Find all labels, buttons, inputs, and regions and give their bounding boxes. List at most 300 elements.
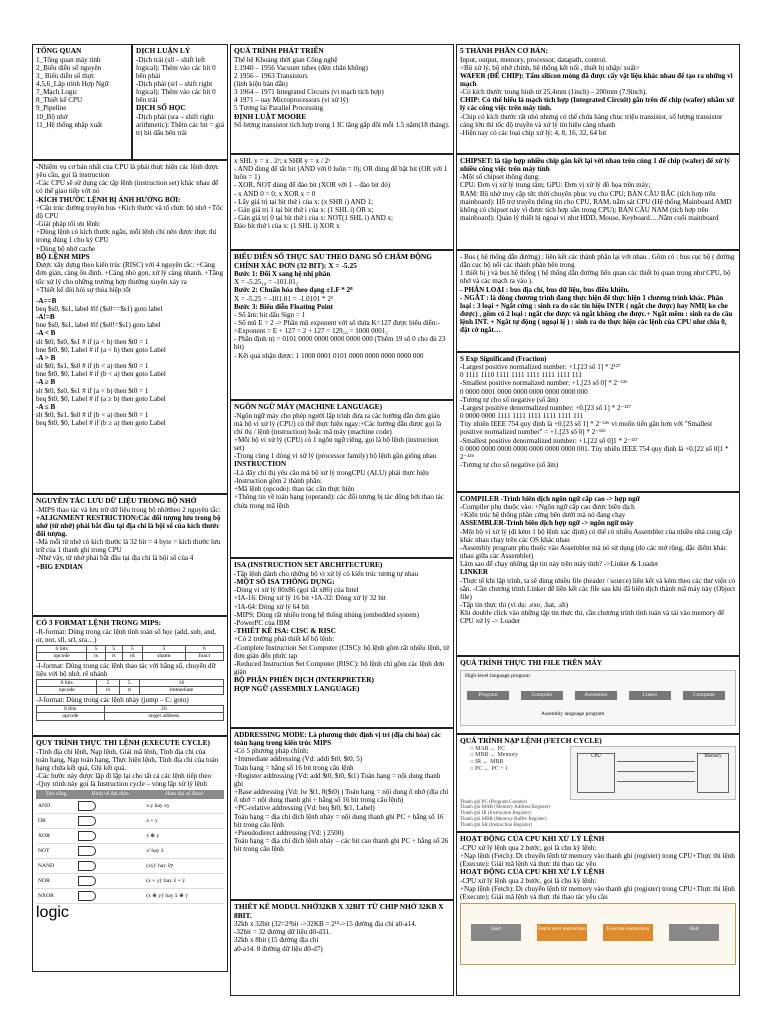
shift-box: [230, 154, 454, 250]
branch-line: -A > B: [36, 353, 56, 362]
format-title: CÓ 3 FORMAT LỆNH TRONG MIPS:: [36, 618, 162, 627]
files-diagram: [460, 670, 736, 726]
float-line: - Kết quả nhận được: 1 1000 0001 0101 0000 0000 0000 0000 000: [234, 351, 424, 360]
r-field-cell: rd: [122, 653, 142, 660]
branch-line: slt $t0, $s0, $s1 # if (a < b) then $t0 = 1: [36, 386, 149, 395]
i-bits-cell: 5: [97, 679, 119, 686]
hoatdong-line: -CPU xử lý lệnh qua 2 bước, gọi là chu kỳ lệnh:: [460, 876, 597, 885]
logic-header: Hình vẽ đại diện: [76, 790, 144, 798]
branch-line: beq $t0, $0, Label # if (a ≥ b) then goto Label: [36, 394, 166, 403]
instruction-title: INSTRUCTION: [234, 459, 287, 469]
float-line: X = -5.25 = -101.01 = -1.0101 * 2²: [234, 294, 334, 303]
gate-symbol: [76, 843, 144, 858]
r-bits-cell: 5: [87, 645, 106, 652]
r-field-cell: rt: [105, 653, 122, 660]
file-stage: Compiler: [521, 691, 563, 700]
float-box: [230, 250, 454, 400]
files-bottom-label: Assembly language program: [541, 710, 605, 717]
thanhphan-line: CHIP: Có thể hiểu là mạch tích hợp (Integrated Circuit) gắn trên đế chip (wafer) nhằm xử lý các công việc trên máy tính.: [460, 96, 735, 113]
file-stage: Assembler: [575, 691, 617, 700]
shift-lines: [234, 157, 450, 230]
module-line: -32bit = 32 đường dữ liệu d0-d31.: [234, 928, 331, 937]
flow-step: Execute instruction: [603, 924, 653, 941]
logic-row: [36, 799, 224, 814]
tongquan-item: 11_Hệ thống nhập xuất: [36, 120, 103, 129]
quatrinh-line: 2 1956 – 1963 Transistors: [234, 71, 308, 80]
compiler-line: LINKER: [460, 568, 488, 577]
instruction-line: +Thông tin về toán hạng (operand): các đối tượng bị tác động bởi thao tác chứa trong mã lệnh: [234, 493, 444, 510]
quatrinh-title: QUÁ TRÌNH PHÁT TRIỂN: [234, 46, 324, 55]
shift-line: - XOR, NOT dùng để đảo bit (XOR với 1 – đảo bit đó): [234, 181, 391, 190]
addressing-box: [230, 728, 454, 900]
bus-lines: [460, 253, 736, 335]
ieee-line: -Smallest positive denormalized number: +1.[22 số 0]1 * 2⁻¹²⁷: [460, 436, 638, 445]
branch-line: -A!=B: [36, 313, 55, 322]
cycle-flow-diagram: [460, 903, 736, 965]
gate-symbol: [76, 828, 144, 843]
compiler-line: -Tập tin thực thi (ví dụ: .exe, .bat, .sh): [460, 601, 569, 610]
bus-line: - NGẮT : là dòng chương trình đang thực hiện để thực hiện 1 chương trình khác. Phân loại : 3 loại + Ngắt cứng : sinh ra do các tín hiệu INTR ( ngắt che được) hay NMI( ko che được) , gồm có 2 loại : ngắt che được và ngắt không che được.+ Ngắt mềm : sinh ra do câu lệnh INT. + Ngắt tự động ( ngoại lệ ) : sinh ra do thực hiện các lệnh của CPU như chia 0, đặt cờ ngắt…: [460, 293, 733, 335]
nguyentac-line: +ALIGNMENT RESTRICTION:Các đối tượng lưu trong bộ nhớ (từ nhớ) phải bắt đầu tại địa chỉ là bội số của kích thước đối tượng.: [36, 513, 221, 538]
dichluanly-box: [132, 44, 228, 160]
isa-pop-line: +IA-64: Đóng xử lý 64 bit: [234, 602, 310, 611]
nguyentac-box: [32, 494, 228, 616]
thanhphan-line: Input, output, memory, processor, datapath, control.: [460, 55, 607, 64]
r-format-desc: -R-format: Dùng trong các lệnh tính toán số học (add, sub, and, or, nor, sll, srl, sra…): [36, 627, 217, 644]
cpu-line: -Các CPU sẽ sử dụng các tập lệnh (instruction set) khác nhau để có thể giao tiếp với nó: [36, 179, 219, 196]
cisc-line: -Complete Instruction Set Computer (CISC): bộ lệnh gồm rất nhiều lệnh, từ đơn giản đến phức tạp: [234, 643, 450, 660]
ieee-line: -Tương tự cho số negative (số âm): [460, 461, 559, 470]
gate-expression: x' hay x̄: [144, 843, 224, 858]
module-line: 32kb x 8bit (15 đường địa chỉ: [234, 936, 319, 945]
dichsohoc-line: -Dịch phải (sra – shift right arithmetic): Thêm các bit = giá trị bit dấu bên trái: [136, 112, 224, 138]
bus-line: - Bus ( hệ thống dẫn đường) : liên kết các thành phần lại với nhau . Gồm có : bus cục bộ ( đường dẫn cục bộ nối các thành phần bên trong: [460, 253, 735, 270]
addressing-line: +Immediate addressing (Vd: addi $t0, $t0, 5): [234, 755, 363, 764]
logic-gate-icon: [78, 801, 96, 811]
quatrinh-line: 4 1971 – nay Microprocessors (vi xử lý): [234, 96, 349, 105]
cpu-line: +Dùng lệnh có kích thước ngắn, mỗi lệnh chỉ nên được thực thi trong đúng 1 chu kỳ CPU: [36, 228, 217, 245]
instruction-line: +Mã lệnh (opcode): thao tác cần thực hiện: [234, 485, 355, 494]
isa-pop-line: -MIPS: Dùng rất nhiều trong hệ thống nhúng (embedded system): [234, 610, 420, 619]
cpu-intro-box: [32, 160, 228, 494]
module-lines: [234, 920, 450, 953]
logic-gate-icon: [78, 846, 96, 856]
j-field-cell: opcode: [37, 713, 105, 720]
fetch-note: Thanh ghi MAR (Memory Address Register): [460, 805, 551, 811]
machine-line: -Ngôn ngữ máy cho phép người lập trình đưa ra các hướng dẫn đơn giản mà bộ vi xử lý (CPU) có thể thực hiện ngay:+Các hướng dẫn được gọi là chỉ thị / lệnh (instruction) hoặc mã máy (machine code): [234, 411, 442, 436]
hoatdong-box: [456, 832, 740, 996]
bus-box: [456, 250, 740, 352]
logic-row: [36, 813, 224, 828]
tongquan-box: [32, 44, 132, 160]
branch-line: bne $s0, $s1, label #if ($s0!=$s1) goto label: [36, 321, 161, 330]
tongquan-item: 7_Mạch Logic: [36, 88, 78, 97]
gate-symbol: [76, 888, 144, 903]
thanhphan-line: -Chip có kích thước rất nhỏ nhưng có thể chứa hàng chục triệu transistor, số lượng transistor càng lớn thì tốc độ truyền và xử lý tín hiệu càng nhanh: [460, 112, 723, 129]
fetch-box: [456, 734, 740, 832]
branch-line: slt $t0, $s0, $s1 # if (a < b) then $t0 = 1: [36, 337, 149, 346]
cpu-line: -KÍCH THƯỚC LỆNH BỊ ẢNH HƯỞNG BỞI:: [36, 195, 181, 204]
moore-text: Số lượng transistor tích hợp trong 1 IC tăng gấp đôi mỗi 1.5 năm(18 tháng).: [234, 121, 450, 130]
addressing-line: Toán hạng = địa chỉ đích lệnh nhảy = nội dung thanh ghi PC + hằng số 16 bit trong câu lệnh: [234, 812, 444, 829]
r-bits-cell: 5: [142, 645, 185, 652]
quatrinh-line: Thế hệ Khoảng thời gian Công nghệ: [234, 55, 338, 64]
addressing-line: +Pseudodirect addressing (Vd: j 2500): [234, 828, 344, 837]
bus-line: 1 thiết bị ) và bus hệ thống ( hệ thống dẫn đường liên quan các thiết bị quan trọng như CPU, bộ nhớ và các mạch ra vào ).: [460, 269, 731, 286]
quatrinh-line: 1.1940 – 1956 Vacuum tubes (đèn chân không): [234, 63, 368, 72]
flow-step: Fetch next instruction: [537, 924, 587, 941]
branch-line: -A ≤ B: [36, 402, 56, 411]
module-title: THIẾT KẾ MODUL NHỚ32KB X 32BIT TỪ CHIP NHỚ 32KB X 8BIT.: [234, 902, 444, 920]
branch-line: -A==B: [36, 296, 57, 305]
gate-name: NAND: [36, 858, 76, 873]
chipset-lines: [460, 157, 736, 222]
dichluanly-line: -Dịch trái (sll – shift left logical): Thêm vào các bit 0 bên phải: [136, 55, 216, 80]
ieee-line: -Smallest positive normalized number: +1.[23 số 0] * 2⁻¹²⁶: [460, 379, 628, 388]
compiler-line: +Kiến trúc hệ thống phần cứng bên dưới mà nó đang chạy: [460, 511, 626, 520]
gate-expression: x ⊕ y: [144, 828, 224, 843]
isa-pop-line: -Dòng vi xử lý 80x86 (gọi tắt x86) của Intel: [234, 586, 359, 595]
isa-line: -Tập lệnh dành cho những bộ vi xử lý có kiến trúc tương tự nhau: [234, 569, 419, 578]
branch-line: -A ≥ B: [36, 378, 56, 387]
bolenh-lines: [36, 261, 224, 294]
shift-line: - AND dùng để tắt bit (AND với 0 luôn = 0); OR dùng để bật bit (OR với 1 luôn = 1): [234, 165, 448, 182]
hoatdong-line: -CPU xử lý lệnh qua 2 bước, gọi là chu kỳ lệnh:: [460, 843, 597, 852]
gate-name: NXOR: [36, 888, 76, 903]
r-field-cell: funct: [185, 653, 223, 660]
files-box: [456, 656, 740, 734]
fetch-title: QUÁ TRÌNH NẠP LỆNH (FETCH CYCLE): [460, 736, 602, 745]
compiler-lines: [460, 495, 736, 626]
i-field-cell: rt: [119, 687, 139, 694]
logic-gate-icon: [78, 861, 96, 871]
quatrinh-lines: [234, 56, 450, 113]
cpu-intro-lines: [36, 163, 224, 253]
nguyentac-line: -Mà mỗi từ nhớ có kích thước là 32 bit = 4 byte = kích thước lưu trữ của 1 thanh ghi trong CPU: [36, 538, 221, 555]
instruction-lines: [234, 469, 450, 510]
branch-line: beq $s0, $s1, label #if ($s0==$s1) goto label: [36, 305, 163, 314]
thanhphan-line: <Bộ xử lý, bộ nhớ chính, hệ thống kết nối , thiết bị nhập/ xuất>: [460, 63, 640, 72]
dichsohoc-title: DỊCH SỐ HỌC: [136, 103, 186, 113]
thanhphan-line: -Hiện nay có các loại chip xử lý: 4, 8, 16, 32, 64 bit: [460, 128, 607, 137]
float-line: - Phần định trị = 0101 0000 0000 0000 0000 000 (Thêm 19 số 0 cho đủ 23 bit): [234, 335, 446, 352]
compiler-line: -Một bộ vi xử lý (đi kèm 1 bộ lệnh xác định) có thể có nhiều Assembler của nhiều nhà cung cấp khác nhau chạy trên các OS khác nhau: [460, 527, 732, 544]
exec-line: -Tính địa chỉ lệnh, Nạp lệnh, Giải mã lệnh, Tính địa chỉ của: [36, 747, 206, 756]
hoatdong-line: +Nạp lệnh (Fetch): Di chuyển lệnh từ memory vào thanh ghi (register) trong CPU+Thực thi lệnh (Execute): Giải mã lệnh và thực thi thao tác yêu cầu: [460, 884, 735, 901]
logic-row: [36, 843, 224, 858]
ieee-line: -Largest positive normalized number: +1.[23 số 1] * 2¹²⁷: [460, 363, 621, 372]
isa-pop-line: -PowerPC của IBM: [234, 618, 290, 627]
gate-expression: (x + y)' hay x̄ + ȳ: [144, 873, 224, 888]
dichluanly-lines: [136, 56, 224, 105]
machine-line: -Trong cùng 1 dòng vi xử lý (processor family) bộ lệnh gần giống nhau: [234, 452, 437, 461]
nguyentac-lines: [36, 506, 224, 571]
exec-box: [32, 736, 228, 972]
addressing-lines: [234, 731, 450, 853]
addressing-line: +Base addressing (Vd: lw $t1, 8($t0) ) Toán hạng = nội dung ô nhớ (địa chỉ ô nhớ = nội dung thanh ghi + hằng số 16 bit trong câu lệnh): [234, 788, 449, 805]
cisc-lines: [234, 635, 450, 676]
gate-symbol: [76, 799, 144, 814]
file-stage: Linker: [629, 691, 671, 700]
exec-title: QUY TRÌNH THỰC THI LỆNH (EXECUTE CYCLE): [36, 738, 210, 747]
float-title: BIỂU DIỄN SỐ THỰC SAU THEO DẠNG SỐ CHẤM ĐỘNG CHÍNH XÁC ĐƠN (32 BIT): X = -5.25: [234, 252, 433, 270]
j-format-desc: -J-format: Dùng trong các lệnh nhảy (jump – C: goto): [36, 695, 189, 704]
machine-line: +Mỗi bộ vi xử lý (CPU) có 1 ngôn ngữ riêng, gọi là bộ lệnh (instruction set): [234, 435, 439, 453]
fetch-note: Thanh ghi PC (Program Counter): [460, 799, 527, 805]
tongquan-title: TỔNG QUAN: [36, 46, 82, 55]
thanhphan-box: [456, 44, 740, 154]
branch-line: bne $t0, $0, Label # if (b < a) then goto Label: [36, 370, 166, 379]
j-format-table: [36, 705, 224, 721]
nguyentac-line: +BIG ENDIAN: [36, 562, 83, 571]
i-bits-cell: 16: [139, 679, 223, 686]
compiler-line: Khi double click vào những tập tin thực thi, cần chương trình tính toán và tải vào memory để CPU xử lý -> Loader: [460, 609, 725, 626]
files-top-label: High-level language program: [465, 672, 530, 679]
branch-line: slt $t0, $s1, $s0 # if (b < a) then $t0 = 1: [36, 411, 149, 420]
ieee-lines: [460, 355, 736, 469]
file-stage: Computer: [683, 691, 725, 700]
tongquan-item: 9_Pipeline: [36, 104, 67, 113]
addressing-line: +Register addressing (Vd: add $t0, $t0, $t1) Toán hạng = nội dung thanh ghi: [234, 771, 441, 788]
bolenh-line: Được xây dựng theo kiến trúc (RISC) với 4 nguyên tắc: +Càng đơn giản, càng ổn định. +Càng nhỏ gọn, xử lý càng nhanh. +Tăng tốc xử lý cho những trường hợp thường xuyên xảy ra: [36, 261, 223, 286]
bolenh-line: +Thiết kế đòi hỏi sự thỏa hiệp tốt: [36, 285, 131, 294]
thanhphan-title: 5 THÀNH PHẦN CƠ BẢN:: [460, 46, 549, 55]
j-bits-cell: 26: [104, 705, 223, 712]
quatrinh-line: 3 1964 – 1971 Integrated Circuits (vi mạch tích hợp): [234, 88, 384, 97]
dichluanly-title: DỊCH LUẬN LÝ: [136, 46, 191, 55]
branch-code: [36, 297, 224, 428]
exec-line: toán hạng, Nạp toán hạng, Thực hiện lệnh, Tính địa chỉ của toán hạng chứa kết quả, Ghi kết quả.: [36, 755, 219, 772]
quatrinh-line: (linh kiện bán dẫn): [234, 79, 288, 88]
addressing-line: -Có 5 phương pháp chính:: [234, 747, 309, 756]
instruction-line: -Instruction gồm 2 thành phần:: [234, 477, 322, 486]
gate-expression: (x ⊕ y)' hay x̄ ⊕ ȳ: [144, 888, 224, 903]
isa-box: [230, 558, 454, 728]
addressing-line: +PC-relative addressing (Vd: beq $t0, $t1, Label): [234, 804, 375, 813]
gate-symbol: [76, 873, 144, 888]
fetch-note: Thanh ghi SR (Instruction Register): [460, 822, 532, 828]
float-line: Bước 1: Đổi X sang hệ nhị phân: [234, 270, 331, 279]
cisc-line: +Có 2 trường phái thiết kế bộ lệnh:: [234, 635, 335, 644]
chipset-box: [456, 154, 740, 250]
cpu-line: -Giải pháp tối ưu lệnh:: [36, 220, 101, 229]
logic-header: Hàm đại số Bool: [144, 790, 224, 798]
flow-step: Start: [471, 924, 521, 941]
gate-expression: x + y: [144, 813, 224, 828]
tongquan-item: 3_ Biểu diễn số thực: [36, 71, 95, 80]
j-bits-cell: 6 bits: [37, 705, 105, 712]
r-bits-cell: 6: [185, 645, 223, 652]
logic-caption: logic: [36, 903, 69, 921]
r-bits-cell: 6 bits: [37, 645, 87, 652]
thanhphan-lines: [460, 56, 736, 138]
exec-line: -Các bước này được lặp đi lặp lại cho tất cả các lệnh tiếp theo: [36, 771, 212, 780]
fetch-notes: [460, 800, 736, 829]
ieee-line: Tùy nhiên IEEE 754 quy định là +0.[23 số 1] * 2⁻¹²⁶ vì muốn tiến gần hơn với "Smallest positive normalized number" = +1.[23 số 0] * 2⁻¹²⁶: [460, 420, 713, 437]
branch-line: bne $t0, $0, Label # if (a < b) then goto Label: [36, 345, 166, 354]
isa-pop-title: -MỘT SỐ ISA THÔNG DỤNG:: [234, 576, 335, 586]
float-line: Bước 3: Biểu diễn Floating Point: [234, 302, 334, 311]
hoatdong-title-2: HOẠT ĐỘNG CỦA CPU KHI XỬ LÝ LỆNH: [460, 866, 605, 876]
compiler-line: -Assembly program phụ thuộc vào Assembler mà nó sử dụng (do các mở rộng, đặc điểm khác nhau giữa các Assembler): [460, 543, 727, 561]
tongquan-item: 1_Tổng quan máy tính: [36, 55, 101, 64]
ieee-line: 0 1111 1110 1111 1111 1111 1111 1111 111: [460, 371, 582, 380]
gate-name: OR: [36, 813, 76, 828]
i-field-cell: rs: [97, 687, 119, 694]
assembly-title: HỢP NGỮ (ASSEMBLY LANGUAGE): [234, 683, 360, 693]
compiler-line: ASSEMBLER-Trình biên dịch hợp ngữ -> ngôn ngữ máy: [460, 519, 634, 528]
addressing-line: ADDRESSING MODE: Là phương thức định vị trí (địa chỉ hóa) các toán hạng trong kiến trúc MIPS: [234, 731, 441, 748]
file-stage: Program: [467, 691, 509, 700]
logic-gate-icon: [78, 891, 96, 901]
fetch-register-step: ○ MAR ← PC: [470, 745, 506, 752]
fetch-registers: [460, 746, 570, 800]
logic-row: [36, 858, 224, 873]
cpu-line: +Cấu trúc đường truyền bus +Kích thước và tổ chức bộ nhớ +Tốc độ CPU: [36, 203, 223, 220]
float-line: X = -5.25₁₀ = -101.01₂: [234, 278, 299, 287]
tongquan-item: 2_Biểu diễn số nguyên: [36, 63, 102, 72]
float-line: - Số âm: bit dấu Sign = 1: [234, 310, 306, 319]
logic-gate-icon: [78, 816, 96, 826]
i-field-cell: immediate: [139, 687, 223, 694]
compiler-line: COMPILER -Trình biên dịch ngôn ngữ cấp cao -> hợp ngữ: [460, 495, 640, 503]
shift-line: - Lấy giá trị tại bit thứ i của x: (x SHR i) AND 1;: [234, 197, 373, 206]
hoatdong-line: +Nạp lệnh (Fetch): Di chuyển lệnh từ memory vào thanh ghi (register) trong CPU+Thực thi lệnh (Execute): Giải mã lệnh và thực thi thao tác yêu: [460, 851, 735, 868]
i-format-table: [36, 679, 224, 695]
hoatdong-title: HOẠT ĐỘNG CỦA CPU KHI XỬ LÝ LỆNH: [460, 834, 605, 843]
gate-expression: x.y hay xy: [144, 799, 224, 814]
quatrinh-line: 5 Tương lai Parallel Processing: [234, 104, 324, 113]
logic-gate-icon: [78, 876, 96, 886]
exec-line: -Quy trình này gọi là Instruction cycle – vòng lặp xử lý lệnh: [36, 780, 207, 789]
gate-name: AND: [36, 799, 76, 814]
i-bits-cell: 6 bits: [37, 679, 97, 686]
fetch-register-step: ○ MBR ← Memory: [470, 752, 519, 759]
compiler-line: -Compiler phụ thuộc vào: +Ngôn ngữ cấp cao được biên dịch: [460, 503, 635, 512]
chipset-line: -Một số chipset thông dụng:: [460, 173, 540, 182]
fetch-note: Thanh ghi MBR (Memory Buffer Register): [460, 816, 547, 822]
branch-line: -A < B: [36, 329, 56, 338]
r-bits-cell: 5: [122, 645, 142, 652]
machine-title: NGÔN NGỮ MÁY (MACHINE LANGUAGE): [234, 402, 383, 411]
tongquan-list: [36, 56, 128, 129]
hoatdong-lines: [460, 844, 736, 868]
module-line: a0-a14. 8 đường dữ liệu d0-d7): [234, 944, 323, 953]
tongquan-item: 4,5,6_Lập trình Hợp Ngữ: [36, 79, 109, 88]
bolenh-title: BỘ LỆNH MIPS: [36, 251, 90, 261]
i-format-desc: -I-format: Dùng trong các lệnh thao tác với hằng số, chuyển dữ liệu với bộ nhớ, rẽ nhánh: [36, 661, 216, 678]
shift-line: Đảo bit thứ i của x: (1 SHL i) XOR x: [234, 222, 340, 231]
ieee-line: 0 0000 0000 0000 0000 0000 0000 0000 001. Tùy nhiên IEEE 754 quy định là +0.[22 số 0]1 * 2⁻¹²⁶: [460, 444, 729, 461]
branch-line: beq $t0, $0, Label # if (b ≥ a) then goto Label: [36, 419, 166, 428]
i-bits-cell: 5: [119, 679, 139, 686]
nguyentac-title: NGUYÊN TẮC LƯU DỮ LIỆU TRONG BỘ NHỚ: [36, 496, 197, 505]
j-field-cell: target address: [104, 713, 223, 720]
branch-line: slt $t0, $s1, $s0 # if (b < a) then $t0 = 1: [36, 362, 149, 371]
ieee-box: [456, 352, 740, 492]
r-field-cell: opcode: [37, 653, 87, 660]
dichsohoc-lines: [136, 113, 224, 137]
format-box: [32, 616, 228, 736]
addressing-line: Toán hạng = địa chỉ đích lệnh nhảy – các bit cao thanh ghi PC + hằng số 26 bit trong câu lệnh: [234, 837, 449, 854]
gate-name: XOR: [36, 828, 76, 843]
nguyentac-line: -MIPS thao tác và lưu trữ dữ liệu trong bộ nhớtheo 2 nguyên tắc:: [36, 505, 221, 514]
logic-row: [36, 888, 224, 903]
shift-line: - x AND 0 = 0; x XOR x = 0: [234, 189, 316, 198]
logic-row: [36, 873, 224, 888]
cpu-line: +Dùng bộ nhớ cache: [36, 244, 96, 253]
gate-symbol: [76, 813, 144, 828]
ieee-line: 0 0000 0001 0000 0000 0000 0000 0000 000: [460, 387, 588, 396]
fetch-register-step: ○ PC ← PC + 1: [470, 766, 509, 773]
nguyentac-line: -Như vậy, từ nhớ phải bắt đầu tại địa chỉ là bội số của 4: [36, 554, 194, 563]
isa-title: ISA (INSTRUCTION SET ARCHITECTURE): [234, 560, 383, 569]
ieee-line: S Exp Significand (Fraction): [460, 355, 547, 363]
exec-lines: [36, 748, 224, 789]
compiler-line: -Thực tế khi lập trình, ta sẽ dùng nhiều file (header / source) liên kết và kèm theo các thư viện có sẵn. -Cần chương trình Linker để liên kết các file sau khi đã biên dịch thành mã máy này (Object file): [460, 576, 736, 601]
machine-box: [230, 400, 454, 558]
module-box: [230, 900, 454, 996]
ieee-line: 0 0000 0000 1111 1111 1111 1111 1111 111: [460, 412, 584, 421]
logic-gate-icon: [78, 831, 96, 841]
fetch-register-step: ○ IR ← MBR: [470, 759, 504, 766]
logic-row: [36, 828, 224, 843]
chipset-line: CPU: Đơn vị xử lý trung tâm; GPU: Đơn vị xử lý đồ họa trên máy;: [460, 181, 651, 190]
shift-line: x SHL y = x . 2ʸ; x SHR y = x / 2ʸ: [234, 157, 331, 165]
float-lines: [234, 270, 450, 360]
shift-line: - Gán giá trị 0 tại bit thứ i của x: NOT(1 SHL i) AND x;: [234, 214, 394, 223]
cisc-line: -Reduced Instruction Set Computer (RISC): bộ lệnh chỉ gồm các lệnh đơn giản: [234, 659, 445, 677]
r-bits-cell: 5: [105, 645, 122, 652]
r-field-cell: shamt: [142, 653, 185, 660]
moore-title: ĐỊNH LUẬT MOORE: [234, 111, 307, 121]
chipset-line: RAM: Bộ nhớ truy cập tức thời chuyên phục vụ cho CPU; BẢN CẦU BẮC (tích hợp trên mainboard): Hỗ trợ truyền thông tin cho CPU, RAM, nằm sát CPU (Hệ thống Mainboard AMD không có chipset này vì được tích hợp sẵn trong CPU); BẢN CẦU NAM (tích hợp trên mainboard): Quản lý thiết bị ngoại vi như HDD, Mouse, Keyboard….Nằm cuối mainboard: [460, 189, 732, 223]
addressing-line: Toán hạng = hằng số 16 bit trong câu lệnh: [234, 763, 354, 772]
thanhphan-line: WAFER (ĐẾ CHIP): Tấm silicon mỏng đã được cấy vật liệu khác nhau để tạo ra những vi mạch: [460, 71, 733, 88]
fetch-note: Thanh ghi IR (Instruction Register): [460, 811, 531, 817]
r-field-cell: rs: [87, 653, 106, 660]
i-field-cell: opcode: [37, 687, 97, 694]
tongquan-item: 8_Thiết kế CPU: [36, 96, 83, 105]
compiler-line: Làm sao để chạy những tập tin này trên máy tính? ->Linker & Loader: [460, 560, 659, 569]
float-line: - Số mũ E = 2 -> Phần mũ exponent với số thừa K=127 được biểu diễn:->Exponent = E + 127 = 2 + 127 = 129₁₀ = 1000 0001₂: [234, 318, 440, 336]
gate-symbol: [76, 858, 144, 873]
gate-name: NOT: [36, 843, 76, 858]
dichluanly-line: -Dịch phải (srl – shift right logical): Thêm vào các bit 0 bên trái: [136, 79, 216, 105]
isa-pop-line: +IA-16: Đóng xử lý 16 bit +IA-32: Đóng xử lý 32 bit: [234, 594, 386, 603]
compiler-box: [456, 492, 740, 656]
float-line: Bước 2: Chuẩn hóa theo dạng ±1.F * 2ᴱ: [234, 286, 353, 295]
thanhphan-line: -Có kích thước trung bình từ 25,4mm (1inch) – 200mm (7.9inch).: [460, 88, 647, 97]
shift-line: - Gán giá trị 1 tại bit thứ i của x: (1 SHL i) OR x;: [234, 205, 374, 214]
isa-pop-lines: [234, 586, 450, 627]
instruction-line: -Là đây chỉ thị yêu cầu mà bộ xử lý trongCPU (ALU) phải thực hiện: [234, 468, 429, 477]
logic-header: Tên cổng: [36, 790, 76, 798]
ieee-line: -Largest positive denormalized number: +0.[23 số 1] * 2⁻¹²⁷: [460, 403, 631, 412]
cpu-line: -Nhiệm vụ cơ bản nhất của CPU là phải thực hiện các lệnh được yêu cầu, gọi là instruction: [36, 163, 219, 180]
gate-name: NOR: [36, 873, 76, 888]
bus-line: - PHÂN LOẠI : bus địa chỉ, bus dữ liệu, bus điều khiển.: [460, 285, 630, 294]
r-format-table: [36, 645, 224, 661]
interpreter-title: BỘ PHẬN PHIÊN DỊCH (INTERPRETER): [234, 675, 375, 685]
quatrinh-box: [230, 44, 454, 154]
logic-gate-table: [36, 790, 224, 903]
flow-step: Halt: [669, 924, 719, 941]
cisc-title: -THIẾT KẾ ISA: CISC & RISC: [234, 625, 336, 635]
files-title: QUÁ TRÌNH THỰC THI FILE TRÊN MÁY: [460, 658, 603, 667]
tongquan-item: 10_Bộ nhớ: [36, 112, 68, 121]
machine-lines: [234, 412, 450, 461]
